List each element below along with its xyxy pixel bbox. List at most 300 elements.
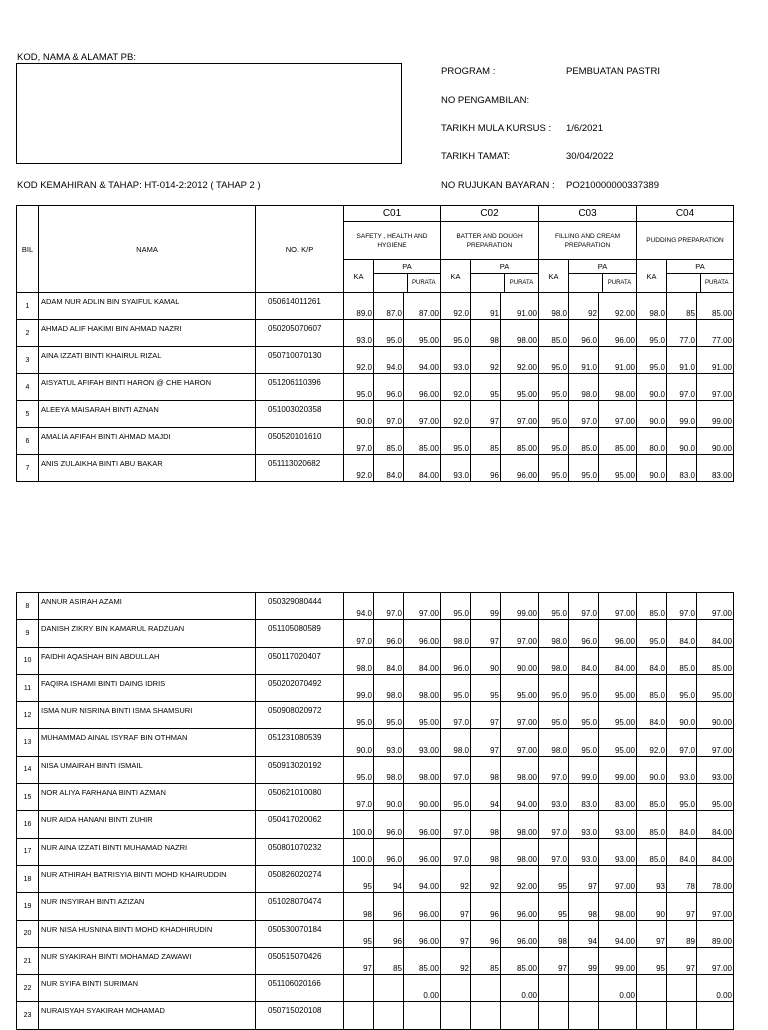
score-ka: 93.0 (441, 455, 471, 482)
score-pa: 97 (667, 893, 697, 920)
score-ka: 85.0 (637, 784, 667, 811)
row-nama: NUR SYIFA BINTI SURIMAN (39, 975, 256, 1002)
score-ka: 92.0 (637, 729, 667, 756)
score-pa: 96.0 (374, 620, 404, 647)
score-ka: 95.0 (539, 455, 569, 482)
score-pa: 85.0 (374, 428, 404, 455)
row-bil: 16 (17, 811, 39, 838)
score-pa: 97 (471, 729, 501, 756)
score-ka: 92 (441, 947, 471, 974)
score-ka: 95.0 (441, 428, 471, 455)
no-rujukan-value: PO210000000337389 (566, 180, 659, 191)
row-nama: ADAM NUR ADLIN BIN SYAIFUL KAMAL (39, 293, 256, 320)
score-purata: 98.00 (404, 674, 441, 701)
row-bil: 22 (17, 975, 39, 1002)
score-purata: 96.00 (404, 838, 441, 865)
ka-header: KA (637, 260, 667, 293)
score-ka: 97 (441, 920, 471, 947)
score-purata: 90.00 (404, 784, 441, 811)
score-pa: 97.0 (667, 593, 697, 620)
score-purata: 95.00 (599, 674, 637, 701)
tarikh-mula-value: 1/6/2021 (566, 123, 603, 134)
score-pa: 95.0 (667, 674, 697, 701)
score-pa: 98 (471, 838, 501, 865)
score-purata: 93.00 (697, 756, 734, 783)
score-purata: 98.00 (501, 811, 539, 838)
table-row (17, 347, 734, 374)
score-pa: 95.0 (569, 455, 599, 482)
row-nama: NISA UMAIRAH BINTI ISMAIL (39, 756, 256, 783)
score-pa: 95.0 (569, 729, 599, 756)
row-bil: 8 (17, 593, 39, 620)
row-nama: NURAISYAH SYAKIRAH MOHAMAD (39, 1002, 256, 1029)
no-pengambilan-label: NO PENGAMBILAN: (441, 95, 530, 106)
row-nama: NOR ALIYA FARHANA BINTI AZMAN (39, 784, 256, 811)
score-ka: 94.0 (344, 593, 374, 620)
score-pa: 98 (471, 320, 501, 347)
score-purata: 84.00 (404, 647, 441, 674)
row-nama: NUR ATHIRAH BATRISYIA BINTI MOHD KHAIRUDDIN (39, 865, 256, 892)
row-bil: 9 (17, 620, 39, 647)
score-pa: 96.0 (374, 838, 404, 865)
score-purata: 98.00 (599, 374, 637, 401)
row-kp: 050530070184 (256, 920, 344, 947)
row-bil: 5 (17, 401, 39, 428)
row-nama: AINA IZZATI BINTI KHAIRUL RIZAL (39, 347, 256, 374)
score-pa: 97.0 (569, 401, 599, 428)
score-ka: 92.0 (441, 374, 471, 401)
score-pa: 96 (471, 893, 501, 920)
score-purata: 95.00 (404, 320, 441, 347)
table-row (17, 947, 734, 974)
score-ka (539, 1002, 569, 1029)
score-purata: 84.00 (697, 620, 734, 647)
score-purata (404, 1002, 441, 1029)
score-pa: 90.0 (374, 784, 404, 811)
score-purata (697, 1002, 734, 1029)
score-purata: 96.00 (501, 920, 539, 947)
table-row (17, 702, 734, 729)
score-pa: 97.0 (569, 593, 599, 620)
score-ka: 92.0 (441, 401, 471, 428)
row-nama: NUR NISA HUSNINA BINTI MOHD KHADHIRUDIN (39, 920, 256, 947)
row-nama: AMALIA AFIFAH BINTI AHMAD MAJDI (39, 428, 256, 455)
score-pa: 89 (667, 920, 697, 947)
score-pa: 77.0 (667, 320, 697, 347)
score-pa (374, 1002, 404, 1029)
score-ka: 95 (637, 947, 667, 974)
score-ka: 97.0 (441, 702, 471, 729)
score-pa: 85 (374, 947, 404, 974)
score-purata: 97.00 (501, 729, 539, 756)
score-ka: 95.0 (637, 347, 667, 374)
score-purata: 96.00 (404, 374, 441, 401)
score-purata: 95.00 (501, 674, 539, 701)
score-pa: 98 (471, 811, 501, 838)
row-kp: 051003020358 (256, 401, 344, 428)
score-pa (374, 975, 404, 1002)
score-purata: 89.00 (697, 920, 734, 947)
competency-name: PUDDING PREPARATION (637, 222, 734, 260)
pa-header: PA (667, 260, 733, 274)
row-nama: FAIDHI AQASHAH BIN ABDULLAH (39, 647, 256, 674)
score-purata: 85.00 (697, 647, 734, 674)
table-row (17, 729, 734, 756)
score-pa: 83.0 (569, 784, 599, 811)
pa-score-header (471, 274, 505, 293)
row-kp: 050117020407 (256, 647, 344, 674)
score-purata: 91.00 (599, 347, 637, 374)
row-kp: 051231080539 (256, 729, 344, 756)
score-ka (637, 1002, 667, 1029)
row-kp: 050908020972 (256, 702, 344, 729)
score-ka: 97.0 (344, 620, 374, 647)
competency-code: C03 (539, 206, 637, 222)
score-pa: 91.0 (569, 347, 599, 374)
score-ka: 98.0 (539, 620, 569, 647)
score-ka: 85.0 (637, 593, 667, 620)
row-nama: AHMAD ALIF HAKIMI BIN AHMAD NAZRI (39, 320, 256, 347)
row-bil: 12 (17, 702, 39, 729)
score-ka: 100.0 (344, 811, 374, 838)
table-row (17, 838, 734, 865)
score-ka: 85.0 (637, 838, 667, 865)
score-pa: 97 (471, 401, 501, 428)
score-ka (441, 1002, 471, 1029)
score-pa: 97.0 (374, 593, 404, 620)
table-row (17, 920, 734, 947)
score-purata: 95.00 (599, 729, 637, 756)
score-purata: 92.00 (501, 865, 539, 892)
score-purata: 98.00 (599, 893, 637, 920)
score-purata: 0.00 (404, 975, 441, 1002)
row-kp: 050205070607 (256, 320, 344, 347)
purata-header: PURATA (509, 280, 534, 286)
competency-name: BATTER AND DOUGH PREPARATION (441, 222, 539, 260)
row-kp: 050515070426 (256, 947, 344, 974)
score-ka: 97 (637, 920, 667, 947)
score-pa (569, 1002, 599, 1029)
table-row (17, 756, 734, 783)
score-purata: 99.00 (599, 756, 637, 783)
score-purata (599, 1002, 637, 1029)
row-nama: ALEEYA MAISARAH BINTI AZNAN (39, 401, 256, 428)
row-kp: 050913020192 (256, 756, 344, 783)
score-pa: 92 (471, 865, 501, 892)
table-row (17, 593, 734, 620)
score-pa: 90 (471, 647, 501, 674)
row-nama: FAQIRA ISHAMI BINTI DAING IDRIS (39, 674, 256, 701)
col-bil-header: BIL (17, 206, 39, 293)
row-nama: ANIS ZULAIKHA BINTI ABU BAKAR (39, 455, 256, 482)
score-pa (667, 1002, 697, 1029)
score-purata: 85.00 (404, 428, 441, 455)
score-ka: 95 (539, 893, 569, 920)
score-purata: 83.00 (599, 784, 637, 811)
row-bil: 3 (17, 347, 39, 374)
score-ka: 93.0 (344, 320, 374, 347)
score-ka: 92.0 (441, 293, 471, 320)
competency-code: C02 (441, 206, 539, 222)
score-purata: 95.00 (599, 455, 637, 482)
tarikh-tamat-value: 30/04/2022 (566, 151, 614, 162)
score-pa (471, 1002, 501, 1029)
score-purata: 94.00 (404, 347, 441, 374)
score-purata: 0.00 (501, 975, 539, 1002)
score-ka: 92 (441, 865, 471, 892)
purata-header: PURATA (705, 280, 729, 286)
score-purata: 90.00 (697, 702, 734, 729)
score-pa: 97.0 (374, 401, 404, 428)
score-purata: 87.00 (404, 293, 441, 320)
score-ka: 90.0 (344, 729, 374, 756)
pa-header: PA (471, 260, 538, 274)
score-purata: 85.00 (404, 947, 441, 974)
score-ka: 95 (344, 920, 374, 947)
score-pa: 94 (569, 920, 599, 947)
score-ka: 95.0 (441, 593, 471, 620)
program-value: PEMBUATAN PASTRI (566, 66, 660, 77)
score-ka: 97.0 (344, 428, 374, 455)
score-pa: 99 (471, 593, 501, 620)
row-kp: 051206110396 (256, 374, 344, 401)
score-purata: 96.00 (404, 920, 441, 947)
score-purata: 93.00 (599, 811, 637, 838)
table-row (17, 975, 734, 1002)
score-pa: 96.0 (374, 811, 404, 838)
score-ka: 95.0 (539, 702, 569, 729)
tarikh-tamat-label: TARIKH TAMAT: (441, 151, 510, 162)
score-ka: 98.0 (344, 647, 374, 674)
ka-header: KA (344, 260, 374, 293)
score-ka: 97.0 (441, 838, 471, 865)
score-ka: 80.0 (637, 428, 667, 455)
score-pa: 83.0 (667, 455, 697, 482)
score-purata: 93.00 (404, 729, 441, 756)
score-ka: 92.0 (344, 455, 374, 482)
row-nama: NUR AIDA HANANI BINTI ZUHIR (39, 811, 256, 838)
score-pa: 99.0 (569, 756, 599, 783)
score-purata: 84.00 (697, 811, 734, 838)
score-pa: 98.0 (569, 374, 599, 401)
score-purata: 83.00 (697, 455, 734, 482)
row-bil: 23 (17, 1002, 39, 1029)
score-pa: 99 (569, 947, 599, 974)
score-purata: 90.00 (697, 428, 734, 455)
competency-name: SAFETY , HEALTH AND HYGIENE (344, 222, 441, 260)
score-ka: 98.0 (637, 293, 667, 320)
row-kp: 051106020166 (256, 975, 344, 1002)
pa-score-header (667, 274, 700, 293)
col-nama-header: NAMA (39, 206, 256, 293)
score-ka (539, 975, 569, 1002)
score-purata: 96.00 (404, 811, 441, 838)
score-pa: 90.0 (667, 428, 697, 455)
score-purata: 96.00 (501, 893, 539, 920)
row-nama: NUR INSYIRAH BINTI AZIZAN (39, 893, 256, 920)
score-ka: 95.0 (441, 674, 471, 701)
score-purata: 97.00 (697, 374, 734, 401)
row-kp: 050621010080 (256, 784, 344, 811)
pa-header-group (374, 260, 441, 293)
score-purata: 91.00 (697, 347, 734, 374)
score-pa: 96 (374, 893, 404, 920)
score-purata: 85.00 (501, 428, 539, 455)
kod-kemahiran: KOD KEMAHIRAN & TAHAP: HT-014-2:2012 ( TAHAP 2 ) (17, 180, 261, 191)
score-ka: 84.0 (637, 702, 667, 729)
score-purata: 85.00 (697, 293, 734, 320)
score-ka: 95.0 (539, 401, 569, 428)
score-purata: 95.00 (501, 374, 539, 401)
score-purata: 97.00 (501, 702, 539, 729)
score-pa: 92 (569, 293, 599, 320)
score-pa: 94 (471, 784, 501, 811)
table-row (17, 1002, 734, 1029)
ka-header: KA (441, 260, 471, 293)
program-label: PROGRAM : (441, 66, 496, 77)
score-purata: 93.00 (599, 838, 637, 865)
score-ka: 85.0 (637, 811, 667, 838)
score-purata: 95.00 (697, 674, 734, 701)
score-purata: 97.00 (697, 947, 734, 974)
row-nama: AISYATUL AFIFAH BINTI HARON @ CHE HARON (39, 374, 256, 401)
score-ka: 97.0 (441, 811, 471, 838)
score-purata: 0.00 (599, 975, 637, 1002)
score-pa: 97 (667, 947, 697, 974)
row-bil: 7 (17, 455, 39, 482)
score-pa: 94.0 (374, 347, 404, 374)
score-purata: 97.00 (697, 729, 734, 756)
score-purata (501, 1002, 539, 1029)
score-ka: 85.0 (539, 320, 569, 347)
score-ka: 98.0 (539, 647, 569, 674)
score-pa: 97 (471, 620, 501, 647)
score-pa: 78 (667, 865, 697, 892)
score-purata: 97.00 (697, 893, 734, 920)
score-ka: 98 (539, 920, 569, 947)
pa-header: PA (374, 260, 440, 274)
table-row (17, 620, 734, 647)
score-ka: 95.0 (344, 374, 374, 401)
score-pa: 93.0 (667, 756, 697, 783)
row-bil: 10 (17, 647, 39, 674)
score-purata: 96.00 (599, 620, 637, 647)
score-purata: 94.00 (404, 865, 441, 892)
pa-score-header (374, 274, 407, 293)
kod-nama-alamat-box (16, 63, 402, 164)
score-purata: 99.00 (501, 593, 539, 620)
score-pa: 95.0 (374, 320, 404, 347)
table-row (17, 893, 734, 920)
row-bil: 13 (17, 729, 39, 756)
score-pa: 91.0 (667, 347, 697, 374)
score-purata: 96.00 (599, 320, 637, 347)
score-pa: 95.0 (667, 784, 697, 811)
score-purata: 95.00 (697, 784, 734, 811)
score-ka: 97.0 (539, 838, 569, 865)
score-purata: 98.00 (501, 756, 539, 783)
ka-header: KA (539, 260, 569, 293)
score-ka: 90 (637, 893, 667, 920)
score-ka: 98.0 (539, 729, 569, 756)
score-pa: 93.0 (569, 838, 599, 865)
score-pa: 98 (471, 756, 501, 783)
score-ka: 98.0 (441, 729, 471, 756)
score-pa (471, 975, 501, 1002)
score-purata: 96.00 (404, 620, 441, 647)
score-ka (344, 1002, 374, 1029)
score-ka: 97 (441, 893, 471, 920)
table-row (17, 293, 734, 320)
score-purata: 95.00 (599, 702, 637, 729)
table-row (17, 647, 734, 674)
score-purata: 90.00 (501, 647, 539, 674)
score-pa: 87.0 (374, 293, 404, 320)
score-purata: 97.00 (404, 401, 441, 428)
row-kp: 050202070492 (256, 674, 344, 701)
no-rujukan-label: NO RUJUKAN BAYARAN : (441, 180, 555, 191)
score-purata: 84.00 (697, 838, 734, 865)
score-ka: 98 (344, 893, 374, 920)
score-ka: 95 (344, 865, 374, 892)
score-ka: 90.0 (637, 374, 667, 401)
score-pa: 85.0 (667, 647, 697, 674)
score-ka: 97.0 (539, 756, 569, 783)
score-pa: 84.0 (667, 811, 697, 838)
score-pa: 99.0 (667, 401, 697, 428)
row-kp: 050520101610 (256, 428, 344, 455)
row-kp: 051105080589 (256, 620, 344, 647)
score-ka: 95.0 (539, 347, 569, 374)
row-kp: 050801070232 (256, 838, 344, 865)
purata-header: PURATA (412, 280, 436, 286)
score-ka: 90.0 (637, 756, 667, 783)
row-bil: 20 (17, 920, 39, 947)
score-purata: 97.00 (404, 593, 441, 620)
score-pa: 84.0 (569, 647, 599, 674)
row-kp: 050614011261 (256, 293, 344, 320)
score-purata: 0.00 (697, 975, 734, 1002)
row-kp: 050826020274 (256, 865, 344, 892)
pa-header-group (569, 260, 637, 293)
score-pa: 85 (471, 947, 501, 974)
score-pa: 95 (471, 374, 501, 401)
score-ka: 95.0 (441, 784, 471, 811)
score-purata: 84.00 (599, 647, 637, 674)
pa-header-group (667, 260, 734, 293)
score-ka: 97.0 (441, 756, 471, 783)
score-purata: 97.00 (599, 865, 637, 892)
pa-score-header (569, 274, 603, 293)
score-ka: 97 (344, 947, 374, 974)
kod-nama-alamat-label: KOD, NAMA & ALAMAT PB: (17, 52, 136, 63)
row-kp: 051028070474 (256, 893, 344, 920)
score-pa: 95.0 (569, 702, 599, 729)
score-purata: 91.00 (501, 293, 539, 320)
score-pa: 96.0 (569, 320, 599, 347)
score-ka: 90.0 (344, 401, 374, 428)
score-pa: 97 (569, 865, 599, 892)
score-purata: 84.00 (404, 455, 441, 482)
tarikh-mula-label: TARIKH MULA KURSUS : (441, 123, 552, 134)
score-pa: 90.0 (667, 702, 697, 729)
score-pa: 93.0 (569, 811, 599, 838)
score-pa: 85 (667, 293, 697, 320)
score-ka: 95 (539, 865, 569, 892)
score-purata: 92.00 (599, 293, 637, 320)
row-bil: 15 (17, 784, 39, 811)
score-purata: 98.00 (404, 756, 441, 783)
